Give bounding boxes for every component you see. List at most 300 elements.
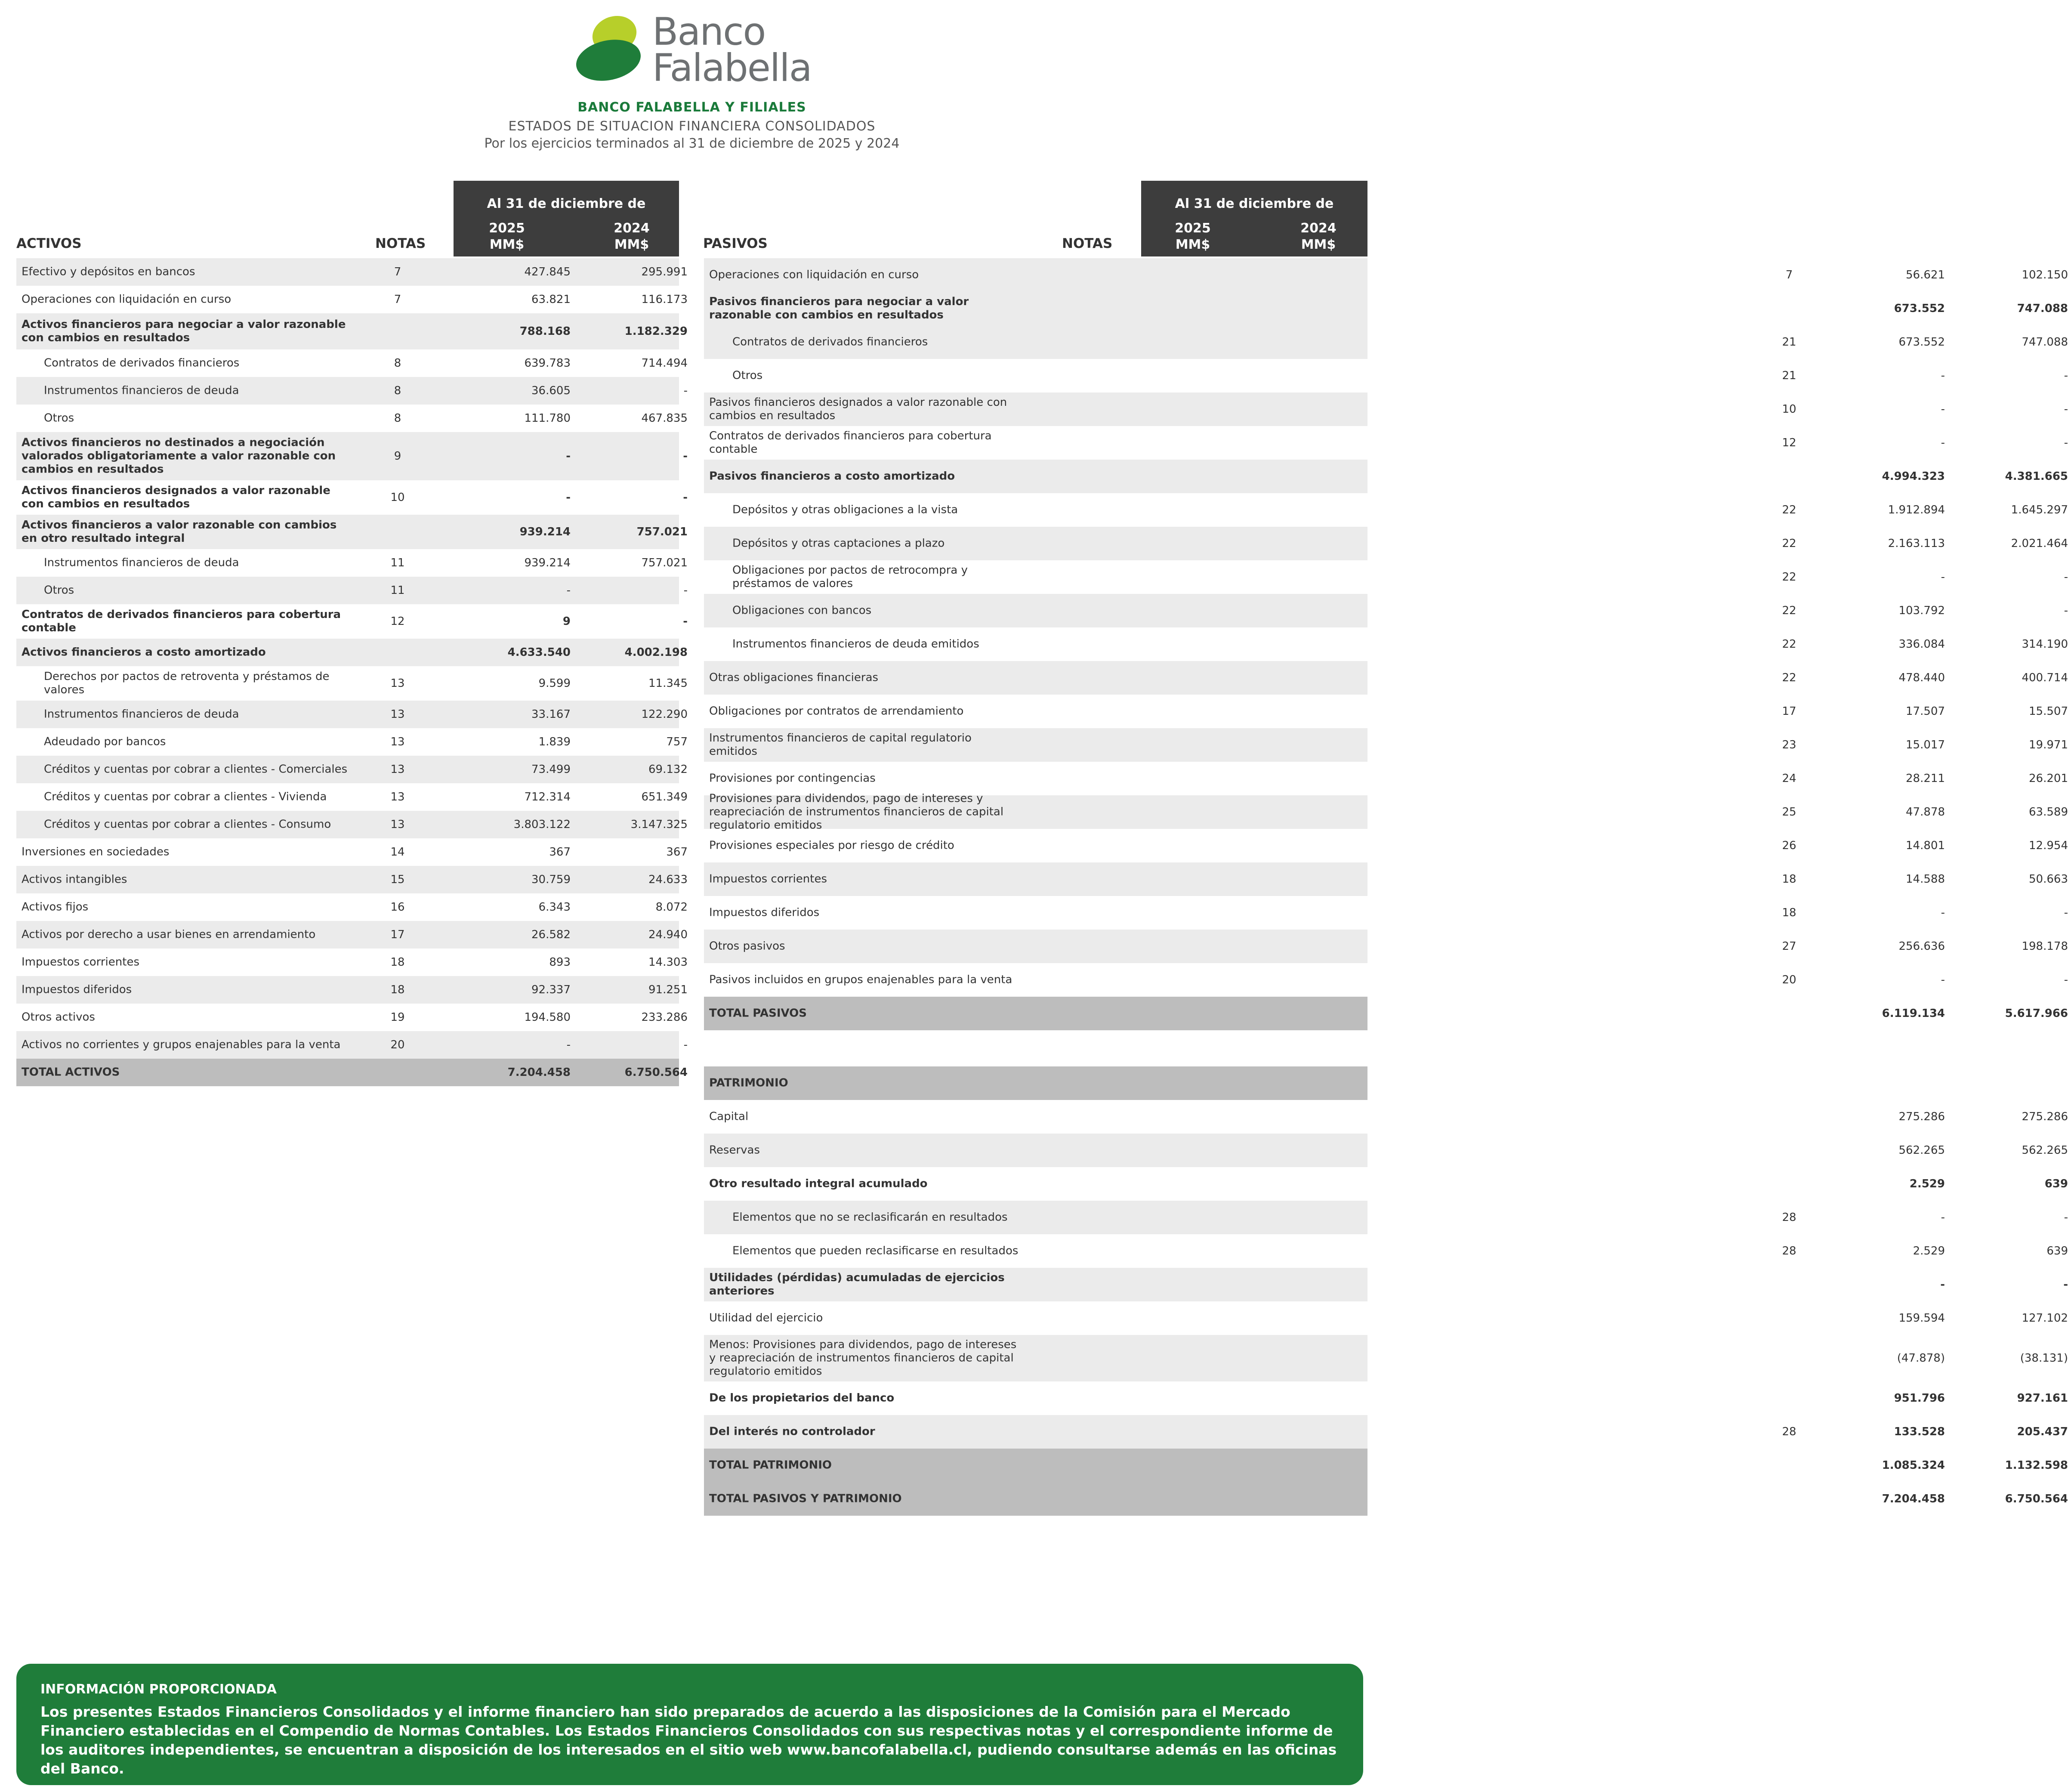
row-value-2025: - [1941, 1211, 1945, 1224]
row-value-2024: 757.021 [636, 525, 688, 538]
row-value-2025: 56.621 [1906, 269, 1945, 281]
row-nota: 17 [390, 928, 405, 941]
row-value-2025: 63.821 [531, 293, 571, 306]
row-value-2025: 673.552 [1894, 302, 1945, 315]
total-row [704, 1482, 2068, 1516]
row-label: Impuestos diferidos [709, 906, 820, 919]
row-value-2024: 26.201 [2029, 772, 2068, 785]
row-value-2024: 639 [2044, 1177, 2068, 1190]
table-row [16, 811, 688, 838]
row-value-2024: 747.088 [2017, 302, 2068, 315]
row-value-2025: 47.878 [1906, 806, 1945, 819]
row-value-2025: 73.499 [531, 763, 571, 776]
row-label: Del interés no controlador [709, 1425, 875, 1438]
table-row [704, 392, 2068, 426]
row-nota: 20 [390, 1038, 405, 1051]
year2-unit: MM$ [614, 237, 649, 252]
table-row [16, 258, 688, 286]
table-row [16, 866, 688, 893]
row-nota: 13 [390, 708, 405, 721]
row-value-2024: 91.251 [648, 983, 688, 996]
row-value-2025: 6.119.134 [1882, 1007, 1945, 1020]
row-value-2025: 3.803.122 [513, 818, 571, 831]
row-nota: 12 [390, 615, 405, 628]
row-label: Activos por derecho a usar bienes en arrendamiento [22, 928, 316, 941]
table-row [16, 838, 688, 866]
row-nota: 11 [390, 556, 405, 569]
row-value-2025: 9.599 [538, 677, 571, 690]
row-label: Créditos y cuentas por cobrar a clientes - Consumo [44, 818, 331, 831]
row-value-2024: - [2064, 571, 2068, 584]
row-value-2025: 478.440 [1898, 671, 1945, 684]
pasivos-notas-header: NOTAS [1062, 236, 1113, 251]
row-label: Capital [709, 1110, 749, 1123]
row-nota: 25 [1782, 806, 1796, 819]
row-value-2025: - [566, 1038, 571, 1051]
period-title-2: Al 31 de diciembre de [1175, 196, 1334, 211]
row-nota: 16 [390, 901, 405, 914]
row-value-2025: 562.265 [1898, 1144, 1945, 1157]
row-nota: 13 [390, 735, 405, 748]
table-row [16, 1031, 688, 1059]
logo-line1: Banco [652, 9, 765, 54]
row-value-2025: 1.085.324 [1882, 1459, 1945, 1472]
row-value-2024: 651.349 [641, 791, 688, 803]
row-nota: 11 [390, 584, 405, 597]
row-label: Provisiones por contingencias [709, 772, 876, 785]
row-nota: 18 [390, 956, 405, 969]
row-value-2024: 233.286 [641, 1011, 688, 1024]
row-value-2024: (38.131) [2020, 1352, 2068, 1365]
row-nota: 13 [390, 818, 405, 831]
row-value-2024: 102.150 [2022, 269, 2068, 281]
row-value-2025: 367 [549, 846, 571, 859]
table-row [16, 577, 688, 604]
activos-title: ACTIVOS [16, 236, 82, 251]
row-value-2024: 1.182.329 [624, 325, 688, 338]
table-row [704, 493, 2068, 527]
row-label: Elementos que pueden reclasificarse en resultados [732, 1244, 1019, 1257]
row-nota: 8 [394, 412, 401, 425]
table-row [16, 756, 688, 783]
table-row [704, 695, 2068, 728]
row-value-2025: 1.912.894 [1888, 504, 1945, 516]
row-label: Pasivos financieros para negociar a valor razonable con cambios en resultados [709, 295, 969, 321]
patrimonio-title: PATRIMONIO [709, 1076, 788, 1090]
row-nota: 27 [1782, 940, 1796, 953]
row-label: TOTAL ACTIVOS [22, 1066, 120, 1079]
row-value-2024: 5.617.966 [2005, 1007, 2068, 1020]
row-value-2024: 747.088 [2022, 336, 2068, 349]
row-label: Instrumentos financieros de capital regulatorio emitidos [709, 732, 972, 758]
table-row [704, 258, 2068, 292]
row-label: Contratos de derivados financieros [732, 335, 928, 349]
row-nota: 22 [1782, 537, 1796, 550]
activos-period-header [454, 181, 679, 256]
row-label: Activos no corrientes y grupos enajenables para la venta [22, 1038, 341, 1051]
info-footer [16, 1664, 1363, 1785]
table-row [704, 594, 2068, 627]
row-value-2024: 122.290 [641, 708, 688, 721]
row-label: Elementos que no se reclasificarán en resultados [732, 1211, 1008, 1224]
row-value-2024: 367 [666, 846, 688, 859]
row-label: Activos financieros designados a valor razonable con cambios en resultados [22, 484, 330, 510]
table-row [704, 1381, 2068, 1415]
row-nota: 28 [1782, 1425, 1796, 1438]
row-nota: 26 [1782, 839, 1796, 852]
row-value-2024: 198.178 [2022, 940, 2068, 953]
year2-header [589, 220, 675, 253]
row-value-2025: 4.633.540 [507, 646, 571, 659]
row-nota: 22 [1782, 571, 1796, 584]
table-row [16, 432, 688, 480]
row-nota: 17 [1782, 705, 1796, 718]
table-row [16, 701, 688, 728]
row-value-2025: 2.529 [1913, 1245, 1945, 1257]
row-label: Impuestos corrientes [709, 872, 827, 886]
row-nota: 22 [1782, 504, 1796, 516]
row-value-2024: - [2064, 604, 2068, 617]
table-row [16, 1004, 688, 1031]
row-value-2025: 712.314 [524, 791, 571, 803]
row-value-2025: - [1940, 1278, 1945, 1291]
statement-title: ESTADOS DE SITUACION FINANCIERA CONSOLIDADOS [508, 119, 876, 134]
row-value-2025: (47.878) [1897, 1352, 1945, 1365]
row-value-2025: 427.845 [524, 266, 571, 278]
row-nota: 23 [1782, 738, 1796, 751]
row-value-2025: 639.783 [524, 357, 571, 370]
row-value-2024: 63.589 [2029, 806, 2068, 819]
row-nota: 22 [1782, 604, 1796, 617]
row-label: Pasivos financieros a costo amortizado [709, 470, 955, 483]
row-value-2025: 893 [549, 956, 571, 969]
table-row [704, 1301, 2068, 1335]
row-label: Activos fijos [22, 900, 89, 914]
row-value-2024: - [2063, 1278, 2068, 1291]
row-value-2024: - [2064, 1211, 2068, 1224]
row-nota: 21 [1782, 369, 1796, 382]
table-row [16, 666, 688, 701]
row-value-2024: 4.002.198 [624, 646, 688, 659]
row-label: Pasivos incluidos en grupos enajenables para la venta [709, 973, 1012, 986]
row-value-2025: 17.507 [1906, 705, 1945, 718]
row-value-2024: 639 [2046, 1245, 2068, 1257]
row-nota: 10 [390, 491, 405, 504]
row-value-2024: 69.132 [648, 763, 688, 776]
row-nota: 22 [1782, 638, 1796, 651]
row-value-2024: - [683, 615, 688, 628]
row-label: Impuestos diferidos [22, 983, 132, 996]
row-value-2025: 36.605 [531, 384, 571, 397]
row-label: Instrumentos financieros de deuda [44, 708, 239, 721]
row-value-2025: 92.337 [531, 983, 571, 996]
year1-label-2: 2025 [1175, 221, 1211, 236]
row-value-2024: 400.714 [2022, 671, 2068, 684]
row-value-2025: 15.017 [1906, 738, 1945, 751]
row-value-2025: 7.204.458 [507, 1066, 571, 1079]
row-value-2025: 9 [562, 615, 571, 628]
row-value-2024: 1.132.598 [2005, 1459, 2068, 1472]
row-nota: 13 [390, 763, 405, 776]
row-value-2025: 133.528 [1894, 1425, 1945, 1438]
row-label: Otros activos [22, 1010, 95, 1024]
row-value-2025: - [566, 584, 571, 597]
pasivos-period-header [1141, 181, 1367, 256]
row-value-2024: 15.507 [2029, 705, 2068, 718]
table-row [704, 930, 2068, 963]
table-row [704, 560, 2068, 594]
table-row [704, 292, 2068, 325]
row-value-2025: 6.343 [538, 901, 571, 914]
table-row [704, 829, 2068, 862]
row-value-2025: 28.211 [1906, 772, 1945, 785]
row-label: Provisiones para dividendos, pago de intereses y reapreciación de instrumentos financieros de capital regulatorio emitidos [709, 792, 1004, 832]
row-label: Menos: Provisiones para dividendos, pago de intereses y reapreciación de instrumentos financieros de capital regulatorio emitidos [709, 1338, 1017, 1378]
row-value-2024: 24.940 [648, 928, 688, 941]
table-row [16, 893, 688, 921]
row-value-2024: 757.021 [641, 556, 688, 569]
row-label: Operaciones con liquidación en curso [22, 293, 231, 306]
row-value-2025: 2.529 [1909, 1177, 1945, 1190]
table-row [16, 949, 688, 976]
table-row [704, 862, 2068, 896]
row-label: Instrumentos financieros de deuda [44, 384, 239, 397]
row-label: Adeudado por bancos [44, 735, 166, 748]
year1-label: 2025 [489, 221, 525, 236]
row-value-2025: - [1941, 973, 1945, 986]
row-nota: 19 [390, 1011, 405, 1024]
row-label: Otros pasivos [709, 939, 785, 953]
table-row [704, 1268, 2068, 1301]
row-nota: 8 [394, 357, 401, 370]
company-name: BANCO FALABELLA Y FILIALES [577, 100, 806, 115]
row-value-2025: 4.994.323 [1882, 470, 1945, 483]
row-label: Otros [732, 369, 763, 382]
table-row [16, 921, 688, 949]
row-value-2025: 14.588 [1906, 873, 1945, 886]
table-row [704, 1415, 2068, 1449]
row-label: Créditos y cuentas por cobrar a clientes - Comerciales [44, 763, 348, 776]
row-value-2025: 7.204.458 [1882, 1492, 1945, 1505]
row-nota: 18 [1782, 906, 1796, 919]
table-row [16, 639, 688, 666]
table-row [704, 1201, 2068, 1234]
row-nota: 24 [1782, 772, 1796, 785]
row-value-2024: - [2064, 906, 2068, 919]
row-value-2024: 12.954 [2029, 839, 2068, 852]
year1-header-2 [1150, 220, 1236, 253]
row-value-2024: - [2064, 973, 2068, 986]
row-nota: 28 [1782, 1211, 1796, 1224]
row-value-2024: - [2064, 369, 2068, 382]
row-value-2024: 757 [666, 735, 688, 748]
row-value-2024: 14.303 [648, 956, 688, 969]
row-label: De los propietarios del banco [709, 1391, 895, 1405]
total-row [16, 1059, 688, 1086]
table-row [16, 728, 688, 756]
row-value-2024: 275.286 [2022, 1110, 2068, 1123]
row-nota: 14 [390, 846, 405, 859]
row-nota: 7 [1785, 269, 1793, 281]
row-label: Activos financieros a valor razonable con cambios en otro resultado integral [22, 519, 337, 545]
row-value-2025: 673.552 [1898, 336, 1945, 349]
row-label: TOTAL PATRIMONIO [709, 1458, 832, 1472]
row-value-2024: 19.971 [2029, 738, 2068, 751]
row-label: Activos financieros para negociar a valor razonable con cambios en resultados [22, 318, 346, 344]
row-value-2024: 11.345 [648, 677, 688, 690]
row-value-2025: - [1941, 571, 1945, 584]
table-row [704, 426, 2068, 460]
row-value-2025: 951.796 [1894, 1392, 1945, 1405]
row-nota: 22 [1782, 671, 1796, 684]
table-row [16, 976, 688, 1004]
year2-unit-2: MM$ [1301, 237, 1336, 252]
period-title: Al 31 de diciembre de [487, 196, 646, 211]
row-label: Activos financieros a costo amortizado [22, 646, 266, 659]
row-value-2025: 26.582 [531, 928, 571, 941]
row-label: TOTAL PASIVOS Y PATRIMONIO [709, 1492, 902, 1505]
row-value-2025: - [1941, 403, 1945, 416]
row-value-2024: - [683, 1038, 688, 1051]
table-row [16, 480, 688, 515]
row-label: Impuestos corrientes [22, 955, 139, 969]
footer-title: INFORMACIÓN PROPORCIONADA [40, 1682, 277, 1697]
row-value-2024: 927.161 [2017, 1392, 2068, 1405]
row-value-2024: 50.663 [2029, 873, 2068, 886]
row-value-2024: 24.633 [648, 873, 688, 886]
row-value-2024: 116.173 [641, 293, 688, 306]
row-value-2025: 194.580 [524, 1011, 571, 1024]
row-nota: 13 [390, 677, 405, 690]
row-value-2024: 295.991 [641, 266, 688, 278]
table-row [16, 349, 688, 377]
row-value-2024: 127.102 [2022, 1312, 2068, 1325]
table-row [704, 1234, 2068, 1268]
total-row [704, 997, 2068, 1030]
year2-label-2: 2024 [1300, 221, 1336, 236]
row-label: Otros [44, 411, 74, 425]
row-label: Operaciones con liquidación en curso [709, 268, 919, 281]
table-row [704, 661, 2068, 695]
table-row [704, 627, 2068, 661]
row-value-2024: 205.437 [2017, 1425, 2068, 1438]
table-row [16, 286, 688, 313]
row-value-2025: - [1941, 436, 1945, 449]
table-row [16, 405, 688, 432]
row-value-2024: - [683, 584, 688, 597]
row-nota: 12 [1782, 436, 1796, 449]
footer-body: Los presentes Estados Financieros Consolidados y el informe financiero han sido preparados de acuerdo a las disposiciones de la Comisión para el Mercado Financiero establecidas en el Compendio de Normas Contables. Los Estados Financieros Consolidados con sus respectivas notas y el correspondiente informe de los auditores independientes, se encuentran a disposición de los interesados en el sitio web www.bancofalabella.cl, pudiendo consultarse además en las oficinas del Banco. [40, 1703, 1337, 1777]
row-label: Instrumentos financieros de deuda emitidos [732, 637, 979, 651]
row-label: Utilidades (pérdidas) acumuladas de ejercicios anteriores [709, 1271, 1005, 1298]
row-value-2024: - [2064, 403, 2068, 416]
row-value-2024: 6.750.564 [2005, 1492, 2068, 1505]
row-value-2025: 14.801 [1906, 839, 1945, 852]
row-label: Provisiones especiales por riesgo de crédito [709, 839, 954, 852]
row-value-2025: 111.780 [524, 412, 571, 425]
row-label: Contratos de derivados financieros [44, 356, 240, 370]
table-row [16, 515, 688, 549]
year1-unit: MM$ [489, 237, 525, 252]
row-value-2025: - [566, 450, 571, 463]
row-value-2024: - [683, 450, 688, 463]
bank-logo [575, 9, 816, 94]
row-label: Instrumentos financieros de deuda [44, 556, 239, 569]
row-label: Otras obligaciones financieras [709, 671, 879, 684]
row-label: Reservas [709, 1143, 760, 1157]
row-value-2025: - [566, 491, 571, 504]
activos-notas-header: NOTAS [375, 236, 426, 251]
row-nota: 18 [1782, 873, 1796, 886]
table-row [704, 325, 2068, 359]
row-nota: 20 [1782, 973, 1796, 986]
row-value-2025: 939.214 [524, 556, 571, 569]
table-row [704, 1134, 2068, 1167]
row-value-2025: - [1941, 906, 1945, 919]
row-value-2025: - [1941, 369, 1945, 382]
row-value-2024: 562.265 [2022, 1144, 2068, 1157]
row-label: Pasivos financieros designados a valor razonable con cambios en resultados [709, 396, 1007, 422]
table-row [704, 1167, 2068, 1201]
logo-line2: Falabella [652, 46, 812, 90]
row-nota: 13 [390, 791, 405, 803]
row-value-2024: 6.750.564 [624, 1066, 688, 1079]
row-value-2024: 467.835 [641, 412, 688, 425]
row-value-2025: 1.839 [538, 735, 571, 748]
row-label: Contratos de derivados financieros para cobertura contable [22, 608, 341, 634]
row-nota: 9 [394, 450, 401, 463]
row-nota: 15 [390, 873, 405, 886]
patrimonio-title-row [704, 1066, 1367, 1100]
table-row [704, 728, 2068, 762]
row-value-2024: 1.645.297 [2011, 504, 2068, 516]
year2-label: 2024 [614, 221, 650, 236]
year1-header [464, 220, 550, 253]
table-row [16, 604, 688, 639]
logo-wordmark [652, 9, 812, 90]
row-label: Inversiones en sociedades [22, 845, 170, 859]
row-label: Créditos y cuentas por cobrar a clientes - Vivienda [44, 790, 327, 803]
row-nota: 7 [394, 293, 401, 306]
row-label: Obligaciones por pactos de retrocompra y préstamos de valores [732, 564, 968, 590]
year1-unit-2: MM$ [1175, 237, 1210, 252]
row-value-2025: 33.167 [531, 708, 571, 721]
statement-period: Por los ejercicios terminados al 31 de diciembre de 2025 y 2024 [484, 136, 900, 151]
table-row [704, 963, 2068, 997]
row-nota: 7 [394, 266, 401, 278]
table-row [16, 783, 688, 811]
row-nota: 28 [1782, 1245, 1796, 1257]
row-value-2025: 336.084 [1898, 638, 1945, 651]
row-label: Obligaciones por contratos de arrendamiento [709, 704, 964, 718]
pasivos-title: PASIVOS [703, 236, 768, 251]
row-nota: 10 [1782, 403, 1796, 416]
table-row [704, 1100, 2068, 1134]
row-nota: 8 [394, 384, 401, 397]
row-label: Utilidad del ejercicio [709, 1311, 823, 1325]
row-nota: 18 [390, 983, 405, 996]
row-value-2024: 2.021.464 [2011, 537, 2068, 550]
row-label: Activos intangibles [22, 873, 127, 886]
row-nota: 21 [1782, 336, 1796, 349]
row-value-2025: 30.759 [531, 873, 571, 886]
table-row [704, 359, 2068, 392]
row-value-2024: - [2064, 436, 2068, 449]
row-label: Contratos de derivados financieros para cobertura contable [709, 429, 992, 456]
row-value-2024: - [683, 491, 688, 504]
row-label: Activos financieros no destinados a negociación valorados obligatoriamente a valor razonable con cambios en resultados [22, 436, 336, 476]
row-value-2024: 8.072 [655, 901, 688, 914]
